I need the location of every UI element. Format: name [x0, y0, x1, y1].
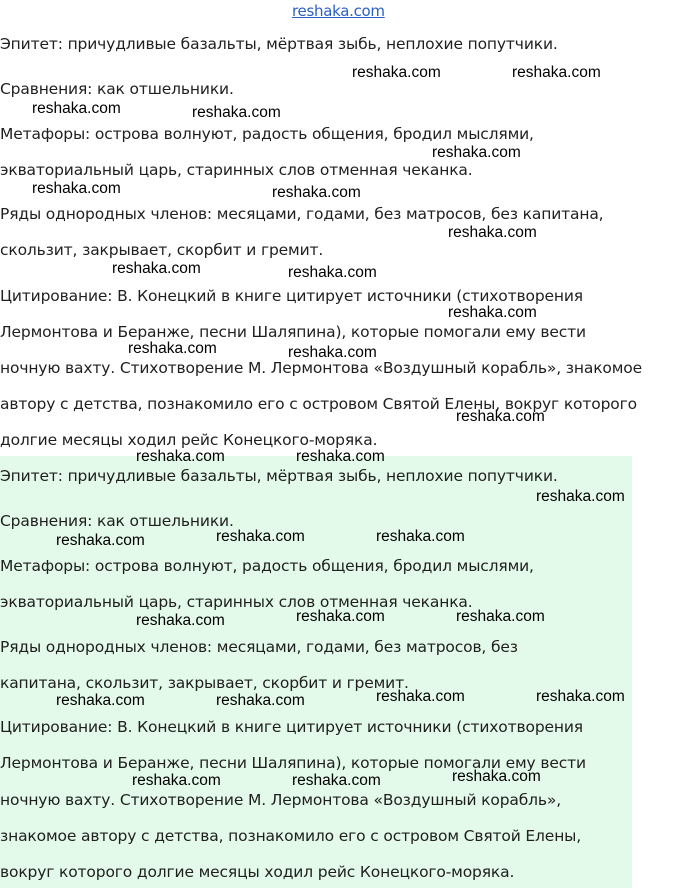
watermark: reshaka.com: [272, 184, 361, 201]
watermark: reshaka.com: [216, 528, 305, 545]
watermark: reshaka.com: [448, 224, 537, 241]
watermark: reshaka.com: [288, 264, 377, 281]
text-line: Цитирование: В. Конецкий в книге цитирует источники (стихотворения: [0, 718, 583, 736]
text-line: скользит, закрывает, скорбит и гремит.: [0, 241, 324, 259]
watermark: reshaka.com: [536, 688, 625, 705]
watermark: reshaka.com: [456, 608, 545, 625]
text-line: Эпитет: причудливые базальты, мёртвая зыбь, неплохие попутчики.: [0, 35, 558, 53]
text-line: ночную вахту. Стихотворение М. Лермонтова «Воздушный корабль»,: [0, 791, 562, 809]
watermark: reshaka.com: [296, 608, 385, 625]
watermark: reshaka.com: [456, 408, 545, 425]
watermark: reshaka.com: [448, 304, 537, 321]
site-link[interactable]: reshaka.com: [292, 2, 385, 20]
watermark: reshaka.com: [136, 448, 225, 465]
watermark: reshaka.com: [512, 64, 601, 81]
watermark: reshaka.com: [216, 692, 305, 709]
watermark: reshaka.com: [292, 772, 381, 789]
watermark: reshaka.com: [112, 260, 201, 277]
watermark: reshaka.com: [56, 692, 145, 709]
text-line: Ряды однородных членов: месяцами, годами, без матросов, без: [0, 638, 518, 656]
text-line: Цитирование: В. Конецкий в книге цитирует источники (стихотворения: [0, 287, 583, 305]
text-line: экваториальный царь, старинных слов отменная чеканка.: [0, 161, 473, 179]
text-line: автору с детства, познакомило его с островом Святой Елены, вокруг которого: [0, 395, 637, 413]
watermark: reshaka.com: [536, 488, 625, 505]
text-line: вокруг которого долгие месяцы ходил рейс Конецкого-моряка.: [0, 863, 515, 881]
watermark: reshaka.com: [432, 144, 521, 161]
text-line: экваториальный царь, старинных слов отменная чеканка.: [0, 593, 473, 611]
watermark: reshaka.com: [452, 768, 541, 785]
watermark: reshaka.com: [56, 532, 145, 549]
watermark: reshaka.com: [376, 528, 465, 545]
watermark: reshaka.com: [376, 688, 465, 705]
text-line: Лермонтова и Беранже, песни Шаляпина), которые помогали ему вести: [0, 323, 586, 341]
text-block-1: [0, 30, 672, 456]
text-line: капитана, скользит, закрывает, скорбит и гремит.: [0, 674, 409, 692]
watermark: reshaka.com: [132, 772, 221, 789]
text-line: Метафоры: острова волнуют, радость общения, бродил мыслями,: [0, 557, 534, 575]
text-block-2-highlighted: [0, 456, 632, 888]
text-line: Метафоры: острова волнуют, радость общения, бродил мыслями,: [0, 125, 534, 143]
watermark: reshaka.com: [128, 340, 217, 357]
text-line: Ряды однородных членов: месяцами, годами, без матросов, без капитана,: [0, 205, 604, 223]
text-line: Сравнения: как отшельники.: [0, 512, 234, 530]
text-line: Эпитет: причудливые базальты, мёртвая зыбь, неплохие попутчики.: [0, 467, 558, 485]
watermark: reshaka.com: [32, 100, 121, 117]
watermark: reshaka.com: [32, 180, 121, 197]
text-line: долгие месяцы ходил рейс Конецкого-моряка.: [0, 431, 378, 449]
watermark: reshaka.com: [192, 104, 281, 121]
watermark: reshaka.com: [288, 344, 377, 361]
watermark: reshaka.com: [296, 448, 385, 465]
watermark: reshaka.com: [136, 612, 225, 629]
text-line: знакомое автору с детства, познакомило его с островом Святой Елены,: [0, 827, 582, 845]
text-line: ночную вахту. Стихотворение М. Лермонтова «Воздушный корабль», знакомое: [0, 359, 643, 377]
text-line: Лермонтова и Беранже, песни Шаляпина), которые помогали ему вести: [0, 754, 586, 772]
watermark: reshaka.com: [352, 64, 441, 81]
text-line: Сравнения: как отшельники.: [0, 80, 234, 98]
